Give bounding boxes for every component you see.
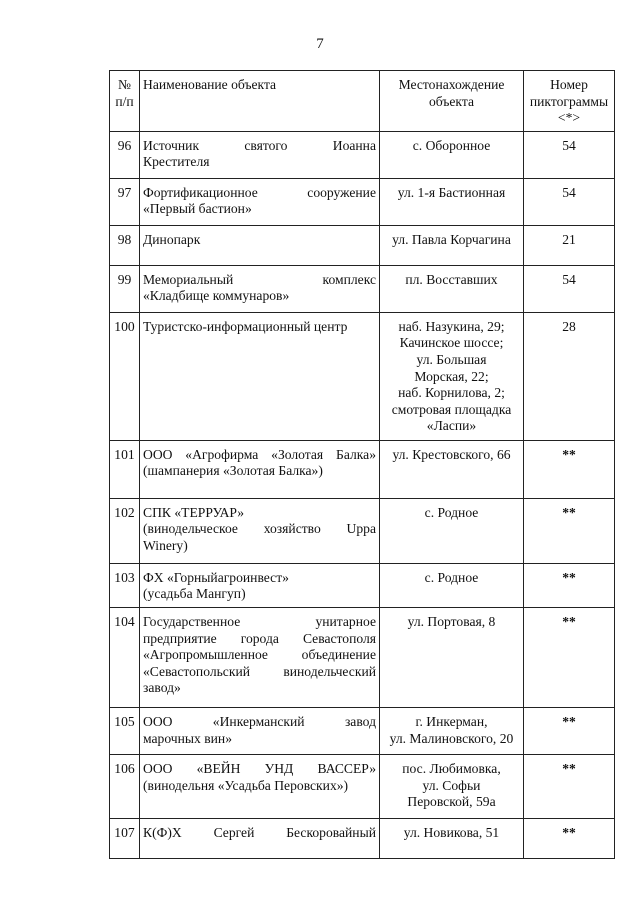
pictogram-number: ** [524, 707, 615, 754]
object-name-line: Государственное унитарное [143, 613, 376, 629]
header-icon-line: Номер [550, 77, 588, 92]
object-name [140, 818, 380, 858]
object-name-line: завод» [143, 680, 181, 696]
object-location-line: «Ласпи» [426, 418, 477, 434]
object-name-line: «Севастопольский винодельческий [143, 663, 376, 679]
pictogram-number: 54 [524, 178, 615, 225]
object-location [380, 312, 524, 440]
object-name [140, 265, 380, 312]
object-location-line: смотровая площадка [391, 401, 512, 417]
object-location [380, 131, 524, 178]
object-location [380, 818, 524, 858]
object-location-line: ул. Крестовского, 66 [392, 446, 511, 462]
row-number: 102 [110, 498, 140, 563]
row-number: 96 [110, 131, 140, 178]
object-name-line: (шампанерия «Золотая Балка») [143, 463, 323, 479]
object-location [380, 607, 524, 707]
pictogram-number: ** [524, 754, 615, 818]
table-body [110, 131, 615, 858]
object-name [140, 607, 380, 707]
object-name [140, 312, 380, 440]
pictogram-number: 54 [524, 131, 615, 178]
object-location-line: г. Инкерман, [415, 713, 488, 729]
table-row [110, 225, 615, 265]
object-location-line: с. Оборонное [412, 137, 491, 153]
row-number: 100 [110, 312, 140, 440]
pictogram-number: ** [524, 440, 615, 498]
table-row [110, 265, 615, 312]
header-icon [524, 71, 615, 132]
object-location-line: с. Родное [424, 504, 479, 520]
object-location-line: наб. Корнилова, 2; [398, 385, 505, 401]
object-location-line: Качинское шоссе; [399, 335, 504, 351]
pictogram-number: ** [524, 818, 615, 858]
header-num-line: № [118, 77, 131, 92]
object-location-line: с. Родное [424, 569, 479, 585]
object-name-line: Динопарк [143, 231, 201, 247]
header-name [140, 71, 380, 132]
object-location-line: пос. Любимовка, [402, 760, 501, 776]
object-name-line: К(Ф)Х Сергей Бескоровайный [143, 824, 376, 840]
table-row [110, 312, 615, 440]
object-location-line: наб. Назукина, 29; [398, 318, 505, 334]
object-name [140, 754, 380, 818]
object-name [140, 440, 380, 498]
header-location-line: Местонахождение [398, 77, 505, 92]
table-row [110, 498, 615, 563]
page-number: 7 [316, 36, 324, 52]
row-number: 98 [110, 225, 140, 265]
object-name-line: Крестителя [143, 154, 210, 170]
object-name [140, 563, 380, 607]
table-header-row [110, 71, 615, 132]
row-number: 106 [110, 754, 140, 818]
header-icon-line: <*> [557, 110, 581, 126]
object-name-line: Winery) [143, 537, 188, 553]
header-location-line: объекта [428, 93, 474, 109]
objects-table [109, 70, 615, 859]
pictogram-number: 28 [524, 312, 615, 440]
table-row [110, 178, 615, 225]
object-name-line: ООО «Агрофирма «Золотая Балка» [143, 446, 376, 462]
row-number: 105 [110, 707, 140, 754]
object-location-line: ул. 1-я Бастионная [397, 184, 506, 200]
header-location [380, 71, 524, 132]
object-name [140, 707, 380, 754]
table-row [110, 754, 615, 818]
object-name [140, 178, 380, 225]
table-row [110, 440, 615, 498]
object-location [380, 498, 524, 563]
object-name-line: (винодельня «Усадьба Перовских») [143, 777, 349, 793]
table-row [110, 131, 615, 178]
object-name-line: Фортификационное сооружение [143, 184, 376, 200]
object-name-line: «Агропромышленное объединение [143, 647, 376, 663]
object-name-line: (усадьба Мангуп) [143, 586, 246, 602]
object-location [380, 563, 524, 607]
object-location [380, 265, 524, 312]
object-name [140, 131, 380, 178]
object-location [380, 754, 524, 818]
pictogram-number: 21 [524, 225, 615, 265]
pictogram-number: 54 [524, 265, 615, 312]
pictogram-number: ** [524, 498, 615, 563]
pictogram-number: ** [524, 607, 615, 707]
object-location-line: Перовской, 59а [407, 794, 496, 810]
object-name-line: Туристско-информационный центр [143, 318, 348, 334]
object-name-line: Мемориальный комплекс [143, 271, 376, 287]
header-num-line: п/п [115, 93, 134, 109]
table-row [110, 607, 615, 707]
row-number: 107 [110, 818, 140, 858]
header-num [110, 71, 140, 132]
table-row [110, 818, 615, 858]
table-row [110, 707, 615, 754]
object-name-line: ФХ «Горныйагроинвест» [143, 569, 289, 585]
object-name [140, 225, 380, 265]
row-number: 103 [110, 563, 140, 607]
object-location-line: ул. Павла Корчагина [392, 231, 511, 247]
object-name-line: «Первый бастион» [143, 201, 252, 217]
table-row [110, 563, 615, 607]
row-number: 101 [110, 440, 140, 498]
row-number: 99 [110, 265, 140, 312]
object-location [380, 225, 524, 265]
object-location-line: ул. Малиновского, 20 [389, 730, 514, 746]
header-icon-line: пиктограммы [529, 93, 609, 109]
object-location-line: ул. Портовая, 8 [407, 613, 496, 629]
object-name [140, 498, 380, 563]
object-name-line: марочных вин» [143, 730, 232, 746]
object-location-line: пл. Восставших [405, 271, 498, 287]
object-location [380, 440, 524, 498]
object-name-line: предприятие города Севастополя [143, 630, 376, 646]
object-location-line: ул. Софьи [422, 777, 481, 793]
pictogram-number: ** [524, 563, 615, 607]
object-location-line: ул. Большая [416, 351, 487, 367]
object-name-line: Источник святого Иоанна [143, 137, 376, 153]
object-location [380, 707, 524, 754]
object-name-line: ООО «Инкерманский завод [143, 713, 376, 729]
header-name-text: Наименование объекта [143, 77, 277, 92]
object-name-line: СПК «ТЕРРУАР» [143, 504, 245, 520]
object-name-line: (винодельческое хозяйство Uppa [143, 521, 376, 537]
object-location-line: ул. Новикова, 51 [403, 824, 500, 840]
object-name-line: ООО «ВЕЙН УНД ВАССЕР» [143, 760, 376, 776]
object-location [380, 178, 524, 225]
object-name-line: «Кладбище коммунаров» [143, 288, 290, 304]
row-number: 97 [110, 178, 140, 225]
object-location-line: Морская, 22; [414, 368, 489, 384]
row-number: 104 [110, 607, 140, 707]
